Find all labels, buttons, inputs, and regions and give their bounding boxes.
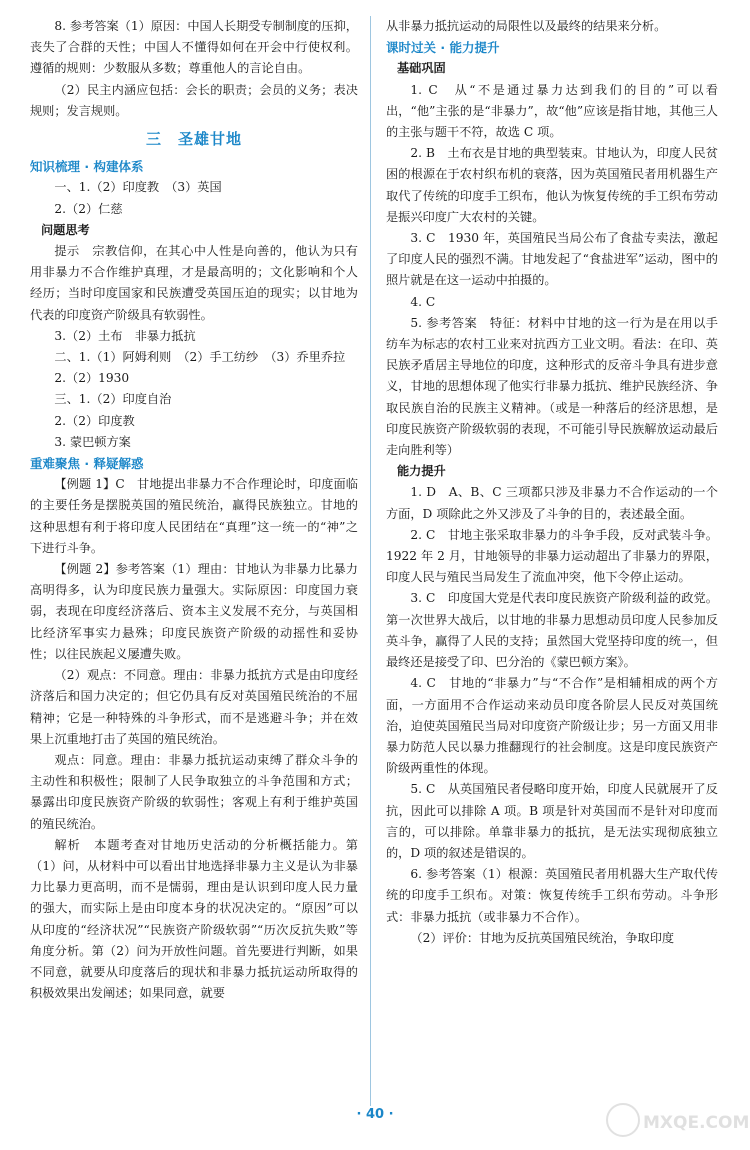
knowledge-item: 3. 蒙巴顿方案: [54, 434, 131, 449]
section-heading-focus: 重难聚焦 · 释疑解惑: [30, 456, 144, 472]
answer-item: 5. 参考答案 特征：材料中甘地的这一行为是在用以手纺车为标志的农村工业来对抗西方工业文明。看法：在印、英民族矛盾居主导地位的印度，这种形式的反帝斗争具有进步意义，甘地的思想体现了他实行非暴力抵抗、维护民族经济、争取民族自治的民族主义精神。（或是一种落后的经济思想，是印度民族资产阶级软弱的表现，不可能引导民族解放运动最后走向胜利等）: [386, 315, 718, 458]
right-column: [386, 16, 718, 949]
knowledge-item: 2.（2）印度教: [54, 413, 135, 428]
answer-item: 5. C 从英国殖民者侵略印度开始，印度人民就展开了反抗，因此可以排除 A 项。B 项是针对英国而不是针对印度而言的，可以排除。单靠非暴力的抵抗，是无法实现彻底独立的，D 项的叙述是错误的。: [386, 782, 718, 860]
knowledge-item: 三、1.（2）印度自治: [54, 392, 172, 407]
think-hint: 提示 宗教信仰，在其心中人性是向善的，他认为只有用非暴力不合作维护真理，才是最高明的；文化影响和个人经历；当时印度国家和民族遭受英国压迫的现实；以甘地为代表的印度资产阶级具有软弱性。: [30, 244, 358, 322]
left-column: [30, 16, 358, 1004]
watermark-text: MXQE.COM: [643, 1113, 750, 1133]
subheading-basic: 基础巩固: [396, 61, 446, 76]
knowledge-item: 二、1.（1）阿姆利则 （2）手工纺纱 （3）乔里乔拉: [54, 350, 346, 365]
answer-item: 3. C 1930 年，英国殖民当局公布了食盐专卖法，激起了印度人民的强烈不满。甘地发起了“食盐进军”运动，图中的照片就是在这一运动中拍摄的。: [386, 231, 718, 288]
example-2-reason: 【例题 2】参考答案（1）理由：甘地认为非暴力比暴力高明得多，认为印度民族力量强大。实际原因：印度国力衰弱，表现在印度经济落后、资本主义发展不充分，与英国相比经济军事实力悬殊；印度民族资产阶级的动摇性和妥协性；以往民族起义屡遭失败。: [30, 562, 358, 661]
page-number: · 40 ·: [356, 1107, 394, 1122]
subheading-advanced: 能力提升: [396, 464, 446, 479]
answer-item: 3. C 印度国大党是代表印度民族资产阶级利益的政党。第一次世界大战后，以甘地的非暴力思想动员印度人民参加反英斗争，赢得了人民的支持；虽然国大党坚持印度的统一，但最终还是接受了印、巴分治的《蒙巴顿方案》。: [386, 591, 718, 670]
answer-item: 4. C: [410, 294, 436, 309]
example-2-view-agree: 观点：同意。理由：非暴力抵抗运动束缚了群众斗争的主动性和积极性；限制了人民争取独立的斗争范围和方式；暴露出印度民族资产阶级的软弱性；客观上有利于维护英国的殖民统治。: [30, 752, 358, 831]
section-heading-knowledge: 知识梳理 · 构建体系: [30, 159, 144, 175]
knowledge-item: 3.（2）土布 非暴力抵抗: [54, 328, 196, 343]
knowledge-item: 2.（2）仁慈: [54, 201, 123, 216]
example-2-analysis: 解析 本题考查对甘地历史活动的分析概括能力。第（1）问，从材料中可以看出甘地选择非暴力主义是认为非暴力比暴力更高明，而不是懦弱，理由是认识到印度人民力量的强大，而实际上是由印度本身的状况决定的。“原因”可以从印度的“经济状况”“民族资产阶级软弱”“历次反抗失败”等角度分析。第（2）问为开放性问题。首先要进行判断，如果不同意，就要从印度落后的现状和非暴力抵抗运动所取得的积极效果出发阐述；如果同意，就要: [30, 837, 358, 1001]
answer-item: 4. C 甘地的“非暴力”与“不合作”是相辅相成的两个方面，一方面用不合作运动来动员印度各阶层人民反对英国统治，迫使英国殖民当局对印度资产阶级让步；另一方面又用非暴力防范人民以暴力推翻现行的社会制度。这是印度民族资产阶级两重性的体现。: [386, 676, 718, 776]
answer-item: 2. B 土布衣是甘地的典型装束。甘地认为，印度人民贫困的根源在于农村织布机的衰落，因为英国殖民者用机器生产取代了传统的印度手工织布，他认为恢复传统的手工织布劳动是振兴印度广大农村的关键。: [386, 146, 718, 224]
example-2-view-disagree: （2）观点：不同意。理由：非暴力抵抗方式是由印度经济落后和国力决定的；但它仍具有反对英国殖民统治的不屈精神；它是一种特殊的斗争形式，而不是逃避斗争；并在效果上沉重地打击了英国的殖民统治。: [30, 668, 358, 746]
answer-item: （2）评价：甘地为反抗英国殖民统治，争取印度: [410, 930, 675, 945]
knowledge-item: 2.（2）1930: [54, 371, 130, 386]
knowledge-item: 一、1.（2）印度教 （3）英国: [54, 180, 222, 195]
continued-text: 从非暴力抵抗运动的局限性以及最终的结果来分析。: [386, 19, 667, 33]
subheading-think: 问题思考: [40, 222, 90, 237]
section-heading-practice: 课时过关 · 能力提升: [386, 40, 500, 56]
answer-item: 6. 参考答案（1）根源：英国殖民者用机器大生产取代传统的印度手工织布。对策：恢复传统手工织布劳动。斗争形式：非暴力抵抗（或非暴力不合作）。: [386, 867, 718, 924]
answer-item: 2. C 甘地主张采取非暴力的斗争手段，反对武装斗争。1922 年 2 月，甘地领导的非暴力运动超出了非暴力的界限，印度人民与殖民当局发生了流血冲突，他下令停止运动。: [386, 527, 718, 585]
answer-item: 1. C 从“不是通过暴力达到我们的目的”可以看出，“他”主张的是“非暴力”，故“他”应该是指甘地，其他三人的主张与题干不符，故选 C 项。: [386, 82, 718, 140]
watermark-logo: [603, 1100, 750, 1142]
chapter-title: 三 圣雄甘地: [145, 130, 242, 149]
q8-answer: 8. 参考答案（1）原因：中国人长期受专制制度的压抑，丧失了合群的天性；中国人不懂得如何在开会中行使权利。遵循的规则：少数服从多数；尊重他人的言论自由。: [30, 19, 358, 76]
column-divider: [370, 16, 371, 1106]
answer-item: 1. D A、B、C 三项都只涉及非暴力不合作运动的一个方面，D 项除此之外又涉及了斗争的目的，表述最全面。: [386, 485, 718, 521]
q8-answer-part2: （2）民主内涵应包括：会长的职责；会员的义务；表决规则；发言规则。: [30, 82, 358, 118]
example-1: 【例题 1】C 甘地提出非暴力不合作理论时，印度面临的主要任务是摆脱英国的殖民统治，赢得民族独立。甘地的这种思想有利于将印度人民团结在“真理”这一统一的“神”之下进行斗争。: [30, 477, 358, 555]
